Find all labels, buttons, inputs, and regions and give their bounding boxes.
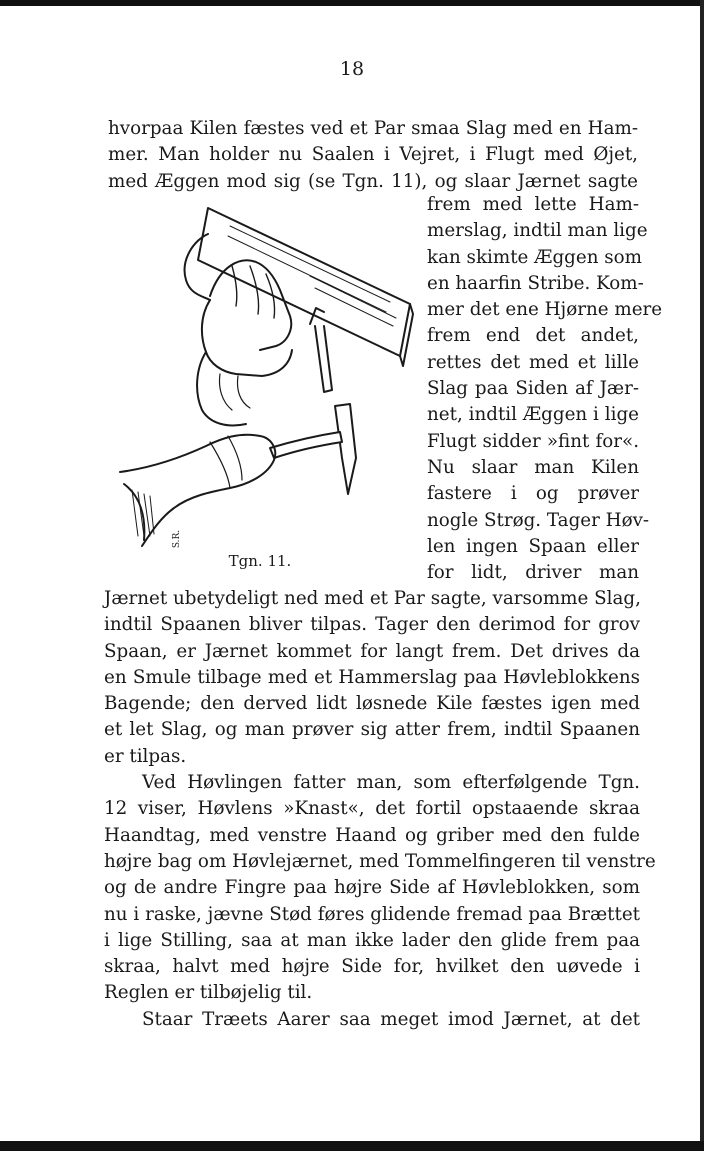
text-line: Ved Høvlingen fatter man, som efterfølgende Tgn. [142,772,640,794]
side-text-block [427,192,663,586]
text-line: er tilpas. [104,745,187,767]
text-line: for lidt, driver man [427,562,639,584]
text-line: Flugt sidder »fint for«. [427,430,639,452]
top-text-block [108,116,638,195]
figure-caption: Tgn. 11. [228,552,292,570]
text-line: Slag paa Siden af Jær- [427,378,639,400]
text-line: en haarfin Stribe. Kom- [427,272,644,294]
text-line: Haandtag, med venstre Haand og griber med den fulde [104,824,640,846]
text-line: Spaan, er Jærnet kommet for langt frem. Det drives da [104,640,640,662]
text-line: Staar Træets Aarer saa meget imod Jærnet, at det [142,1008,640,1030]
text-line: frem end det andet, [427,325,639,347]
text-line: og de andre Fingre paa højre Side af Høvleblokken, som [104,877,640,899]
text-line: frem med lette Ham- [427,194,639,215]
text-line: mer. Man holder nu Saalen i Vejret, i Flugt med Øjet, [108,144,638,166]
text-line: 12 viser, Høvlens »Knast«, det fortil opstaaende skraa [104,798,640,820]
text-line: med Æggen mod sig (se Tgn. 11), og slaar Jærnet sagte [108,170,638,192]
text-line: rettes det med et lille [427,351,639,373]
page-number: 18 [339,58,365,80]
text-line: mer det ene Hjørne mere [427,299,663,321]
scan-border-top [0,0,704,6]
text-line: nu i raske, jævne Stød føres glidende fremad paa Brættet [104,903,640,925]
text-line: nogle Strøg. Tager Høv- [427,509,650,531]
text-line: indtil Spaanen bliver tilpas. Tager den derimod for grov [104,614,640,636]
text-line: en Smule tilbage med et Hammerslag paa Høvleblokkens [104,666,640,688]
scan-border-bottom [0,1141,704,1151]
text-line: Nu slaar man Kilen [427,456,639,478]
text-line: net, indtil Æggen i lige [427,404,639,426]
text-line: hvorpaa Kilen fæstes ved et Par smaa Slag med en Ham- [108,118,638,139]
text-line: len ingen Spaan eller [427,535,639,557]
text-line: merslag, indtil man lige [427,220,648,242]
figure-plane-adjustment [110,196,420,566]
artist-signature: S.R. [172,529,183,549]
text-line: i lige Stilling, saa at man ikke lader den glide frem paa [104,929,640,951]
text-line: skraa, halvt med højre Side for, hvilket den uøvede i [104,956,640,978]
text-line: Bagende; den derved lidt løsnede Kile fæstes igen med [104,693,640,715]
bottom-text-block [104,586,656,1033]
text-line: et let Slag, og man prøver sig atter frem, indtil Spaanen [104,719,640,741]
text-line: kan skimte Æggen som [427,246,643,268]
plane-illustration-icon [110,196,420,566]
scan-border-right [700,0,704,1151]
text-line: fastere i og prøver [427,483,639,505]
text-line: Reglen er tilbøjelig til. [104,982,313,1004]
text-line: højre bag om Høvlejærnet, med Tommelfingeren til venstre [104,850,656,872]
text-line: Jærnet ubetydeligt ned med et Par sagte, varsomme Slag, [104,588,641,609]
